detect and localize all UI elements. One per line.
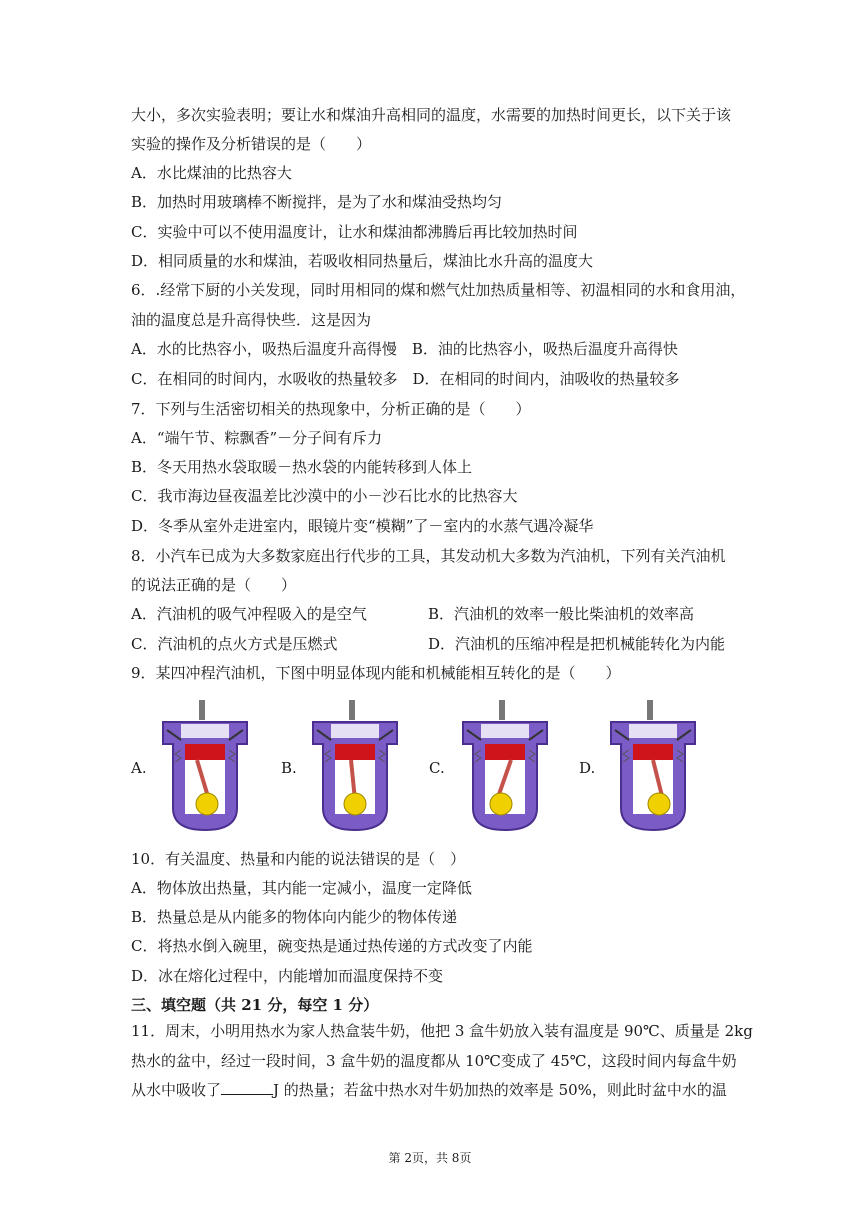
- text-line: 实验的操作及分析错误的是（ ）: [131, 135, 372, 153]
- spark-plug-icon: [499, 700, 505, 720]
- engine-label-b: B.: [281, 759, 297, 777]
- option-line: A．水比煤油的比热容大: [131, 164, 292, 182]
- question-7: 7．下列与生活密切相关的热现象中，分析正确的是（ ）: [131, 400, 531, 418]
- text-fragment: 从水中吸收了: [131, 1081, 222, 1099]
- option-line: B．加热时用玻璃棒不断搅拌，是为了水和煤油受热均匀: [131, 193, 503, 211]
- spark-plug-icon: [647, 700, 653, 720]
- question-9: 9．某四冲程汽油机，下图中明显体现内能和机械能相互转化的是（ ）: [131, 664, 621, 682]
- answer-blank[interactable]: [221, 1080, 273, 1095]
- piston-icon: [185, 744, 225, 760]
- engine-label-a: A.: [131, 759, 147, 777]
- engine-diagram-b: [305, 700, 405, 832]
- option-line: B．冬天用热水袋取暖－热水袋的内能转移到人体上: [131, 458, 473, 476]
- engine-diagram-d: [603, 700, 703, 832]
- option-line: C．我市海边昼夜温差比沙漠中的小－沙石比水的比热容大: [131, 487, 518, 505]
- piston-icon: [633, 744, 673, 760]
- option-line: D．相同质量的水和煤油，若吸收相同热量后，煤油比水升高的温度大: [131, 252, 594, 270]
- engine-diagram-a: [155, 700, 255, 832]
- option-line: D．冬季从室外走进室内，眼镜片变“模糊”了－室内的水蒸气遇冷凝华: [131, 517, 594, 535]
- question-11: 11．周末，小明用热水为家人热盒装牛奶，他把 3 盒牛奶放入装有温度是 90℃、质量是 2kg: [131, 1022, 753, 1040]
- text-line: 大小，多次实验表明；要让水和煤油升高相同的温度，水需要的加热时间更长，以下关于该: [131, 106, 732, 124]
- page-footer: 第 2页，共 8页: [388, 1151, 472, 1165]
- question-6: 6．.经常下厨的小关发现，同时用相同的煤和燃气灶加热质量相等、初温相同的水和食用油，: [131, 281, 746, 299]
- option-a: A．汽油机的吸气冲程吸入的是空气: [131, 605, 367, 623]
- question-10: 10．有关温度、热量和内能的说法错误的是（ ）: [131, 850, 466, 868]
- section-heading: 三、填空题（共 21 分，每空 1 分）: [131, 996, 379, 1014]
- option-line: B．热量总是从内能多的物体向内能少的物体传递: [131, 908, 458, 926]
- engine-label-d: D.: [579, 759, 596, 777]
- option-line: A．“端午节、粽飘香”－分子间有斥力: [131, 429, 383, 447]
- option-line: A．物体放出热量，其内能一定减小，温度一定降低: [131, 879, 472, 897]
- piston-icon: [335, 744, 375, 760]
- option-b: B．汽油机的效率一般比柴油机的效率高: [428, 605, 695, 623]
- text-line-with-blank: [131, 1080, 727, 1100]
- piston-icon: [485, 744, 525, 760]
- option-d: D．汽油机的压缩冲程是把机械能转化为内能: [428, 635, 726, 653]
- engine-diagram-c: [455, 700, 555, 832]
- text-fragment: J 的热量；若盆中热水对牛奶加热的效率是 50%，则此时盆中水的温: [273, 1081, 727, 1099]
- text-line: 油的温度总是升高得快些．这是因为: [131, 311, 372, 329]
- option-line: C．实验中可以不使用温度计，让水和煤油都沸腾后再比较加热时间: [131, 223, 578, 241]
- text-line: 热水的盆中，经过一段时间，3 盒牛奶的温度都从 10℃变成了 45℃，这段时间内每盒牛奶: [131, 1052, 737, 1070]
- option-line: C．将热水倒入碗里，碗变热是通过热传递的方式改变了内能: [131, 937, 533, 955]
- option-line: A．水的比热容小，吸热后温度升高得慢 B．油的比热容小，吸热后温度升高得快: [131, 340, 678, 358]
- engine-label-c: C.: [429, 759, 445, 777]
- option-c: C．汽油机的点火方式是压燃式: [131, 635, 338, 653]
- text-line: 的说法正确的是（ ）: [131, 576, 297, 594]
- option-line: D．冰在熔化过程中，内能增加而温度保持不变: [131, 967, 444, 985]
- spark-plug-icon: [349, 700, 355, 720]
- option-line: C．在相同的时间内，水吸收的热量较多 D．在相同的时间内，油吸收的热量较多: [131, 370, 680, 388]
- question-8: 8．小汽车已成为大多数家庭出行代步的工具，其发动机大多数为汽油机，下列有关汽油机: [131, 547, 726, 565]
- spark-plug-icon: [199, 700, 205, 720]
